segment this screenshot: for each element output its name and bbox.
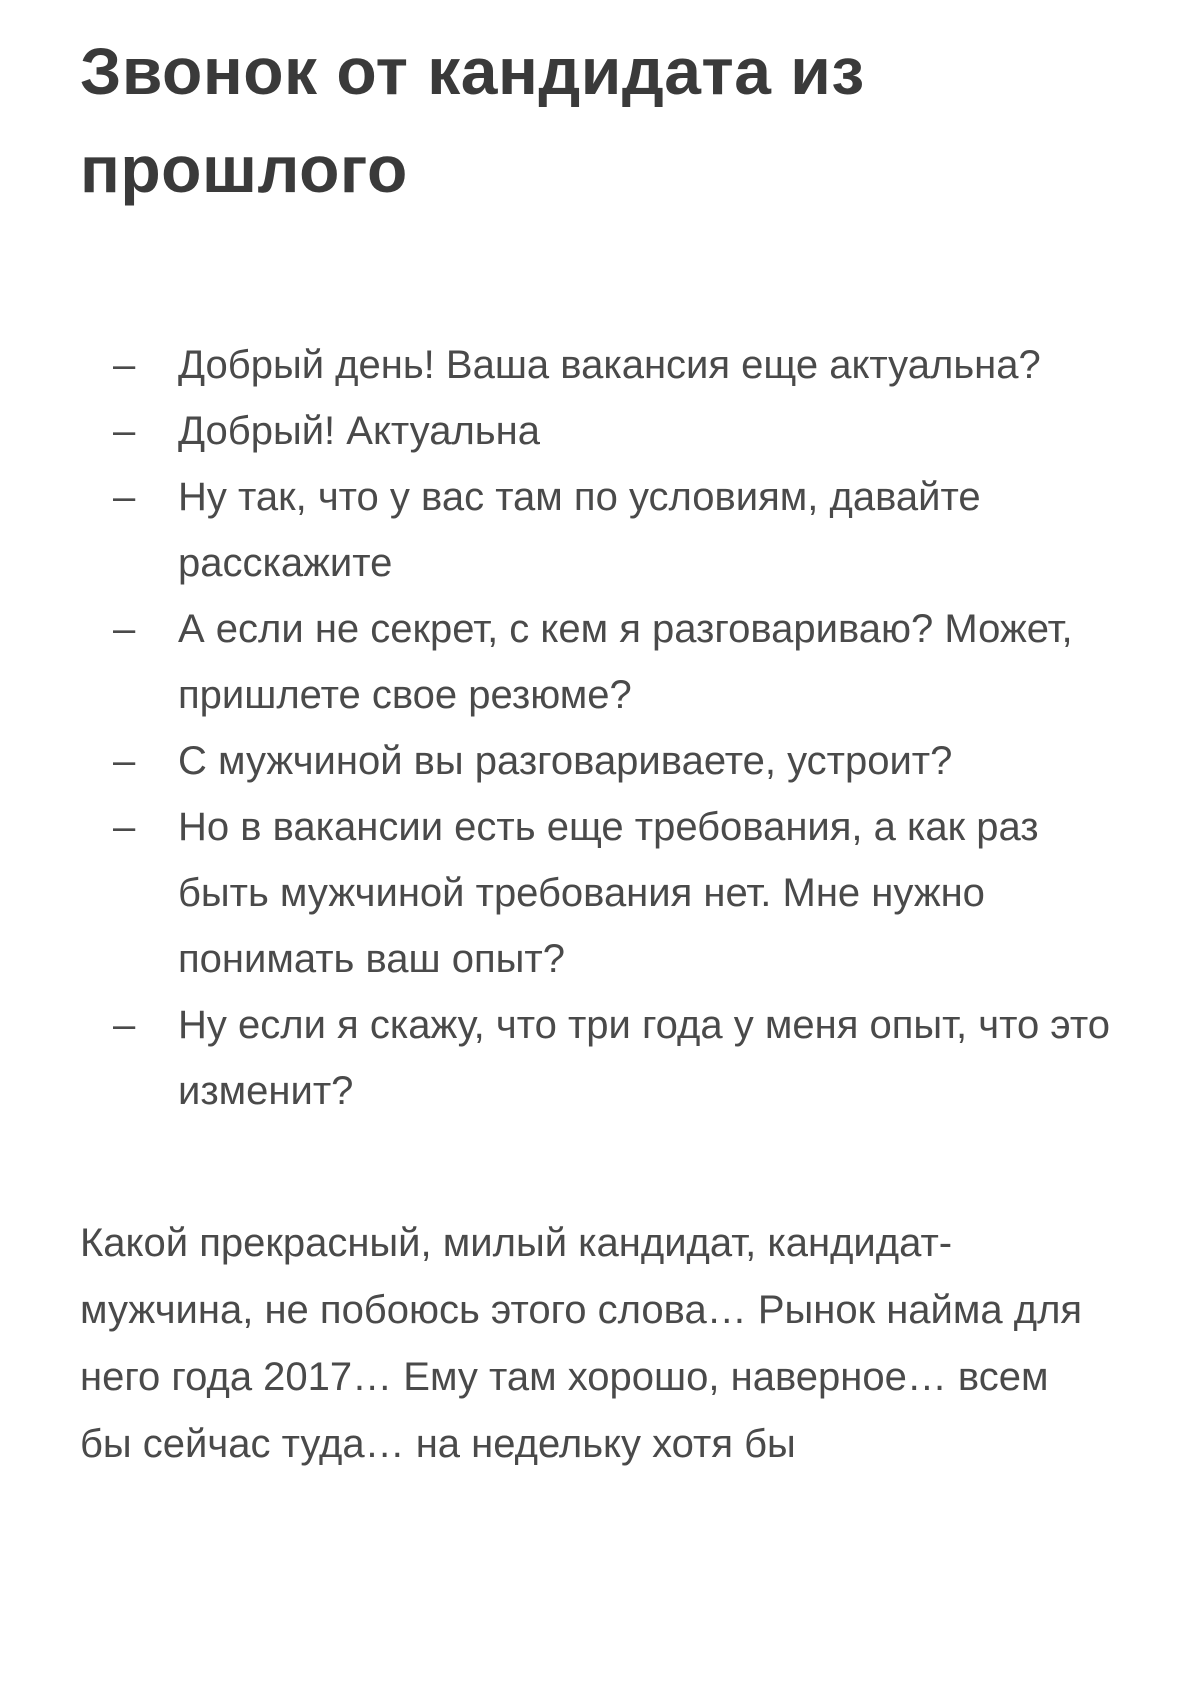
dash-bullet: – — [113, 343, 136, 387]
dash-bullet: – — [113, 739, 136, 783]
dialog-line — [80, 332, 1113, 398]
dialog-line-text: Добрый! Актуальна — [178, 409, 540, 453]
dialog-line-text: Ну так, что у вас там по условиям, давайте расскажите — [178, 475, 981, 585]
dialog-line — [80, 992, 1113, 1124]
dialog-line-text: С мужчиной вы разговариваете, устроит? — [178, 739, 953, 783]
dash-bullet: – — [113, 409, 136, 453]
dialog-line — [80, 464, 1113, 596]
dash-bullet: – — [113, 1003, 136, 1047]
article-title: Звонок от кандидата из прошлого — [80, 34, 865, 206]
dialog-line — [80, 794, 1113, 992]
dialog-line — [80, 398, 1113, 464]
dialog-line-text: Ну если я скажу, что три года у меня опыт, что это изменит? — [178, 1003, 1110, 1113]
author-comment: Какой прекрасный, милый кандидат, кандидат-мужчина, не побоюсь этого слова… Рынок найма для него года 2017… Ему там хорошо, наверное… всем бы сейчас туда… на недельку хотя бы — [80, 1221, 1083, 1466]
dash-bullet: – — [113, 805, 136, 849]
dialog-line-text: Но в вакансии есть еще требования, а как раз быть мужчиной требования нет. Мне нужно понимать ваш опыт? — [178, 805, 1039, 981]
dash-bullet: – — [113, 607, 136, 651]
dialog-line — [80, 728, 1113, 794]
dialog-line-text: Добрый день! Ваша вакансия еще актуальна? — [178, 343, 1041, 387]
dialog-line-text: А если не секрет, с кем я разговариваю? Может, пришлете свое резюме? — [178, 607, 1073, 717]
dialog-line — [80, 596, 1113, 728]
dialog-list — [80, 332, 1130, 1124]
dash-bullet: – — [113, 475, 136, 519]
